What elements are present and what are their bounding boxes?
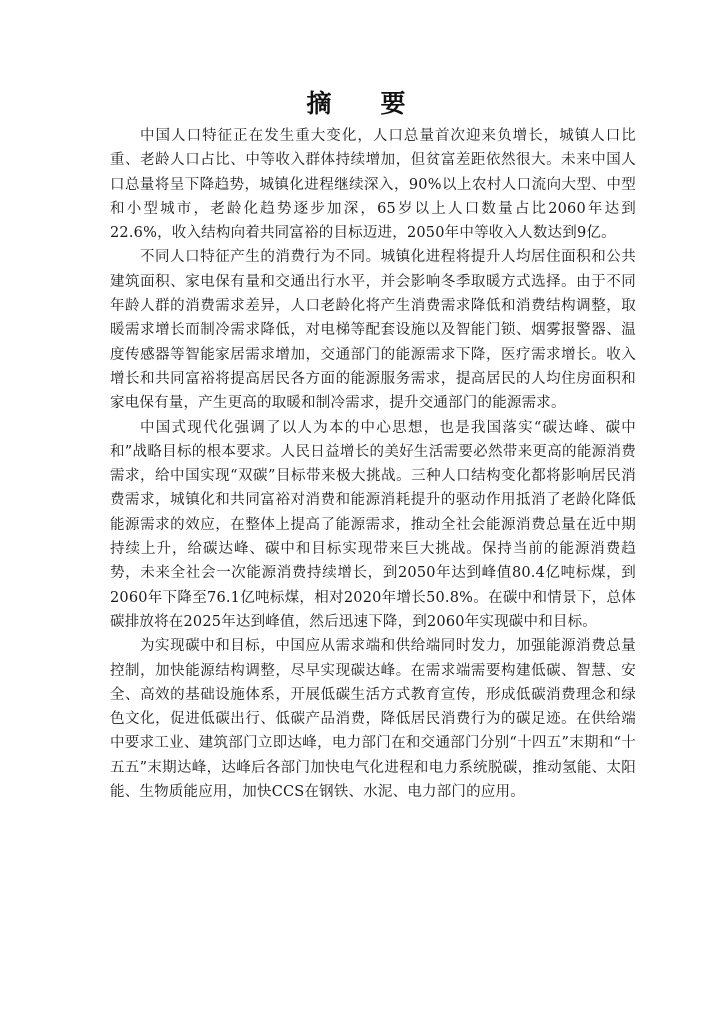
paragraph-2: 不同人口特征产生的消费行为不同。城镇化进程将提升人均居住面积和公共建筑面积、家电保有量和交通出行水平，并会影响冬季取暖方式选择。由于不同年龄人群的消费需求差异，人口老龄化将产生消费需求降低和消费结构调整，取暖需求增长而制冷需求降低，对电梯等配套设施以及智能门锁、烟雾报警器、温度传感器等智能家居需求增加，交通部门的能源需求下降，医疗需求增长。收入增长和共同富裕将提高居民各方面的能源服务需求，提高居民的人均住房面积和家电保有量，产生更高的取暖和制冷需求，提升交通部门的能源需求。 xyxy=(110,249,636,412)
page-title: 摘 要 xyxy=(306,89,418,118)
paragraph-4: 为实现碳中和目标，中国应从需求端和供给端同时发力，加强能源消费总量控制，加快能源结构调整，尽早实现碳达峰。在需求端需要构建低碳、智慧、安全、高效的基础设施体系，开展低碳生活方式教育宣传，形成低碳消费理念和绿色文化，促进低碳出行、低碳产品消费，降低居民消费行为的碳足迹。在供给端中要求工业、建筑部门立即达峰，电力部门在和交通部门分别“十四五”末期和“十五五”末期达峰，达峰后各部门加快电气化进程和电力系统脱碳，推动氢能、太阳能、生物质能应用，加快CCS在钢铁、水泥、电力部门的应用。 xyxy=(110,638,636,801)
paragraph-3: 中国式现代化强调了以人为本的中心思想，也是我国落实“碳达峰、碳中和”战略目标的根本要求。人民日益增长的美好生活需要必然带来更高的能源消费需求，给中国实现“双碳”目标带来极大挑战。三种人口结构变化都将影响居民消费需求，城镇化和共同富裕对消费和能源消耗提升的驱动作用抵消了老龄化降低能源需求的效应，在整体上提高了能源需求，推动全社会能源消费总量在近中期持续上升，给碳达峰、碳中和目标实现带来巨大挑战。保持当前的能源消费趋势，未来全社会一次能源消费持续增长，到2050年达到峰值80.4亿吨标煤，到2060年下降至76.1亿吨标煤，相对2020年增长50.8%。在碳中和情景下，总体碳排放将在2025年达到峰值，然后迅速下降，到2060年实现碳中和目标。 xyxy=(110,419,636,630)
paragraph-1: 中国人口特征正在发生重大变化，人口总量首次迎来负增长，城镇人口比重、老龄人口占比、中等收入群体持续增加，但贫富差距依然很大。未来中国人口总量将呈下降趋势，城镇化进程继续深入，90%以上农村人口流向大型、中型和小型城市，老龄化趋势逐步加深，65岁以上人口数量占比2060年达到22.6%，收入结构向着共同富裕的目标迈进，2050年中等收入人数达到9亿。 xyxy=(110,128,636,242)
abstract-body xyxy=(110,124,636,804)
